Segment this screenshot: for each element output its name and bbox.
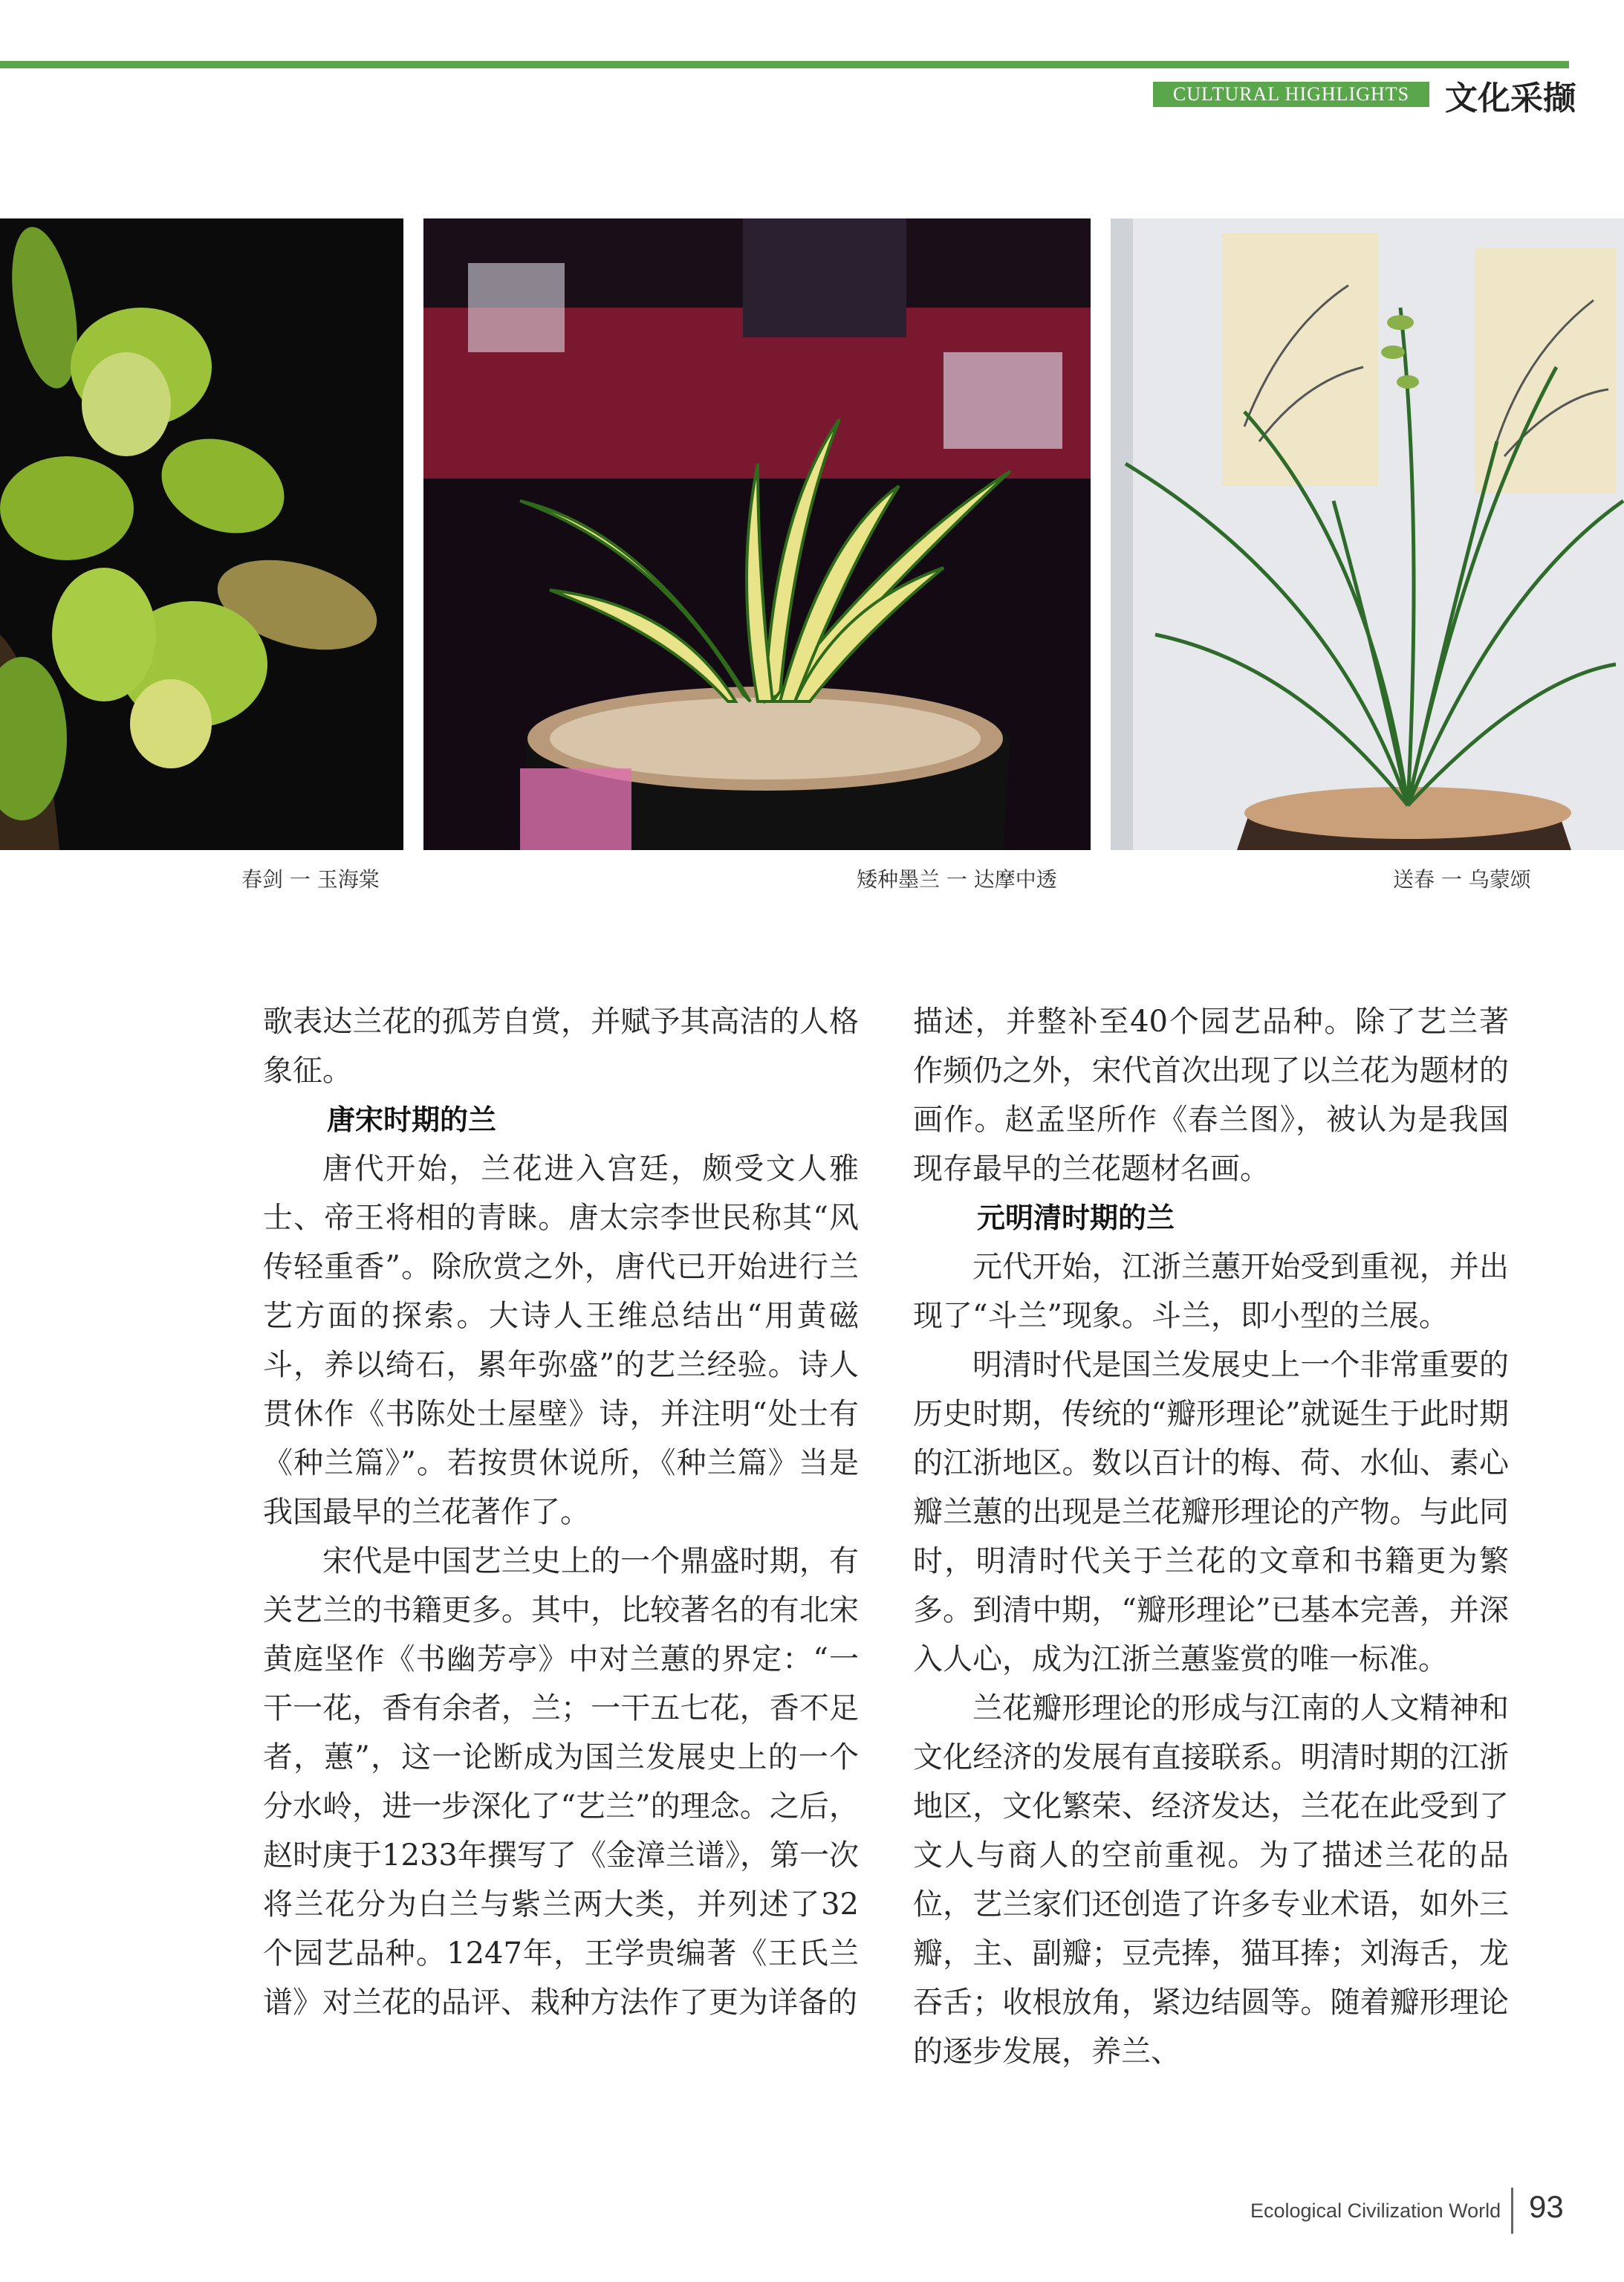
photo-orchid-yuhaitang — [0, 218, 403, 850]
paragraph: 歌表达兰花的孤芳自赏，并赋予其高洁的人格象征。 — [263, 1005, 859, 1088]
paragraph: 描述，并整补至40个园艺品种。除了艺兰著作频仍之外，宋代首次出现了以兰花为题材的画作。赵孟坚所作《春兰图》，被认为是我国现存最早的兰花题材名画。 — [913, 1005, 1509, 1186]
header-rule — [0, 61, 1569, 68]
orchid-illustration-3 — [1111, 218, 1624, 850]
caption-photo-2: 矮种墨兰 一 达摩中透 — [857, 867, 1057, 892]
section-heading: 唐宋时期的兰 — [327, 1103, 497, 1136]
paragraph: 兰花瓣形理论的形成与江南的人文精神和文化经济的发展有直接联系。明清时期的江浙地区，文化繁荣、经济发达，兰花在此受到了文人与商人的空前重视。为了描述兰花的品位，艺兰家们还创造了许多专业术语，如外三瓣，主、副瓣；豆壳捧，猫耳捧；刘海舌，龙吞舌；收根放角，紧边结圆等。随着瓣形理论的逐步发展，养兰、 — [913, 1691, 1509, 2069]
photo-orchid-damo — [423, 218, 1091, 850]
section-label-zh: 文化采撷 — [1445, 80, 1576, 117]
left-column — [263, 997, 859, 2027]
orchid-illustration-1 — [0, 218, 403, 850]
page-number: 93 — [1529, 2189, 1564, 2224]
caption-photo-3: 送春 一 乌蒙颂 — [1393, 867, 1531, 892]
section-label-en: CULTURAL HIGHLIGHTS — [1153, 82, 1429, 107]
photo-orchid-wumengsong — [1111, 218, 1624, 850]
paragraph: 唐代开始，兰花进入宫廷，颇受文人雅士、帝王将相的青睐。唐太宗李世民称其“风传轻重香”。除欣赏之外，唐代已开始进行兰艺方面的探索。大诗人王维总结出“用黄磁斗，养以绮石，累年弥盛”的艺兰经验。诗人贯休作《书陈处士屋壁》诗，并注明“处士有《种兰篇》”。若按贯休说所，《种兰篇》当是我国最早的兰花著作了。 — [263, 1152, 859, 1529]
paragraph: 宋代是中国艺兰史上的一个鼎盛时期，有关艺兰的书籍更多。其中，比较著名的有北宋黄庭坚作《书幽芳亭》中对兰蕙的界定：“一干一花，香有余者，兰；一干五七花，香不足者，蕙”，这一论断成为国兰发展史上的一个分水岭，进一步深化了“艺兰”的理念。之后，赵时庚于1233年撰写了《金漳兰谱》，第一次将兰花分为白兰与紫兰两大类，并列述了32个园艺品种。1247年，王学贵编著《王氏兰谱》对兰花的品评、栽种方法作了更为详备的 — [263, 1544, 859, 2020]
orchid-illustration-2 — [423, 218, 1091, 850]
right-column — [913, 997, 1509, 2076]
section-heading: 元明清时期的兰 — [977, 1202, 1175, 1234]
magazine-name: Ecological Civilization World — [1250, 2200, 1501, 2222]
footer-divider — [1511, 2188, 1513, 2234]
paragraph: 元代开始，江浙兰蕙开始受到重视，并出现了“斗兰”现象。斗兰，即小型的兰展。 — [913, 1250, 1509, 1333]
caption-photo-1: 春剑 一 玉海棠 — [241, 867, 380, 892]
paragraph: 明清时代是国兰发展史上一个非常重要的历史时期，传统的“瓣形理论”就诞生于此时期的江浙地区。数以百计的梅、荷、水仙、素心瓣兰蕙的出现是兰花瓣形理论的产物。与此同时，明清时代关于兰花的文章和书籍更为繁多。到清中期，“瓣形理论”已基本完善，并深入人心，成为江浙兰蕙鉴赏的唯一标准。 — [913, 1348, 1509, 1676]
